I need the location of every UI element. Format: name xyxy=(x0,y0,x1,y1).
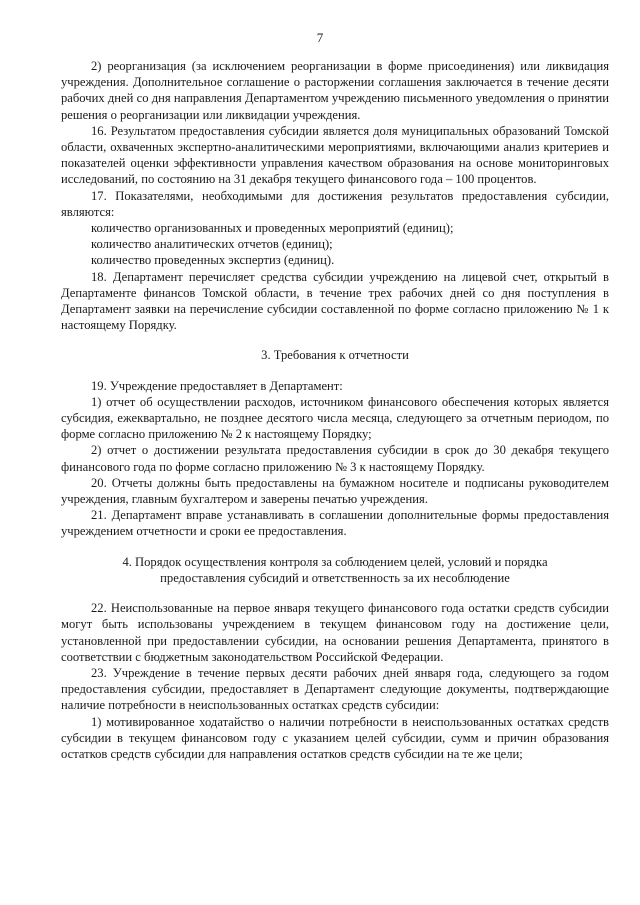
section-4-heading-line-2: предоставления субсидий и ответственность за их несоблюдение xyxy=(160,570,510,585)
paragraph-22: 22. Неиспользованные на первое января текущего финансового года остатки средств субсидии могут быть использованы учреждением в текущем финансовом году на достижение цели, установленной при предоставлении субсидии, на основании решения Департамента, принятого в соответствии с бюджетным законодательством Российской Федерации. xyxy=(61,601,609,664)
paragraph-20: 20. Отчеты должны быть предоставлены на бумажном носителе и подписаны руководителем учреждения, главным бухгалтером и заверены печатью учреждения. xyxy=(61,475,609,507)
paragraph-18: 18. Департамент перечисляет средства субсидии учреждению на лицевой счет, открытый в Департаменте финансов Томской области, в течение трех рабочих дней со дня поступления в Департамент заявки на перечисление субсидии составленной по форме согласно приложению № 1 к настоящему Порядку. xyxy=(61,269,609,333)
paragraph-19-1: 1) отчет об осуществлении расходов, источником финансового обеспечения которых является субсидия, ежеквартально, не позднее десятого числа месяца, следующего за отчетным периодом, по форме согласно приложению № 2 к настоящему Порядку; xyxy=(61,394,609,442)
page-number: 7 xyxy=(316,30,324,45)
paragraph-23-1: 1) мотивированное ходатайство о наличии потребности в неиспользованных остатках средств субсидии в текущем финансовом году с указанием целей субсидии, сумм и причин образования остатков средств субсидии для направления остатков средств субсидии на те же цели; xyxy=(61,714,609,761)
document-body xyxy=(61,58,609,762)
indicator-reports: количество аналитических отчетов (единиц); xyxy=(91,237,333,252)
paragraph-16: 16. Результатом предоставления субсидии является доля муниципальных образований Томской области, охваченных экспертно-аналитическими мероприятиями, включающими анализ критериев и показателей оценки эффективности управления качеством образования на основе мониторинговых исследований, по состоянию на 31 декабря текущего финансового года – 100 процентов. xyxy=(61,123,609,187)
paragraph-23: 23. Учреждение в течение первых десяти рабочих дней января года, следующего за годом предоставления субсидии, предоставляет в Департамент следующие документы, подтверждающие наличие потребности в неиспользованных остатках средств субсидии: xyxy=(61,665,609,713)
paragraph-19-2: 2) отчет о достижении результата предоставления субсидии в срок до 30 декабря текущего финансового года по форме согласно приложению № 3 к настоящему Порядку. xyxy=(61,443,609,474)
paragraph-19: 19. Учреждение предоставляет в Департамент: xyxy=(91,378,343,393)
section-3-heading: 3. Требования к отчетности xyxy=(261,348,409,363)
indicator-expertises: количество проведенных экспертиз (единиц). xyxy=(91,253,335,268)
section-4-heading-line-1: 4. Порядок осуществления контроля за соблюдением целей, условий и порядка xyxy=(122,554,548,569)
paragraph-21: 21. Департамент вправе устанавливать в соглашении дополнительные формы предоставления учреждением отчетности и сроки ее предоставления. xyxy=(61,508,609,539)
paragraph-reorganization: 2) реорганизация (за исключением реорганизации в форме присоединения) или ликвидация учреждения. Дополнительное соглашение о расторжении соглашения заключается в течение десяти рабочих дней со дня направления Департаментом учреждению письменного уведомления о принятии решения о реорганизации или ликвидации учреждения. xyxy=(61,59,609,122)
indicator-events: количество организованных и проведенных мероприятий (единиц); xyxy=(91,221,454,236)
paragraph-17: 17. Показателями, необходимыми для достижения результатов предоставления субсидии, являются: xyxy=(61,188,609,219)
